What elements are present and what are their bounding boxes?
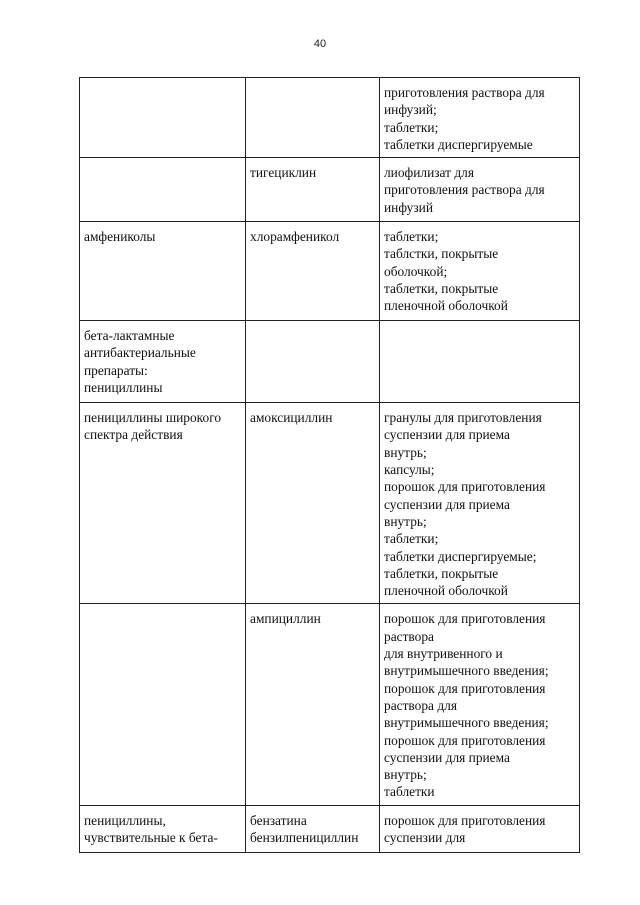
group-cell: пенициллины широкого спектра действия (80, 403, 246, 604)
drug-table (79, 77, 580, 853)
group-cell (80, 158, 246, 222)
table-row (80, 805, 580, 852)
dosage-forms-cell: порошок для приготовления суспензии для (380, 805, 580, 852)
group-cell: амфениколы (80, 222, 246, 321)
drug-cell: хлорамфеникол (246, 222, 380, 321)
table-row (80, 604, 580, 805)
drug-cell: амоксициллин (246, 403, 380, 604)
dosage-forms-cell: гранулы для приготовления суспензии для приема внутрь; капсулы; порошок для приготовления суспензии для приема внутрь; таблетки; таблетки диспергируемые; таблетки, покрытые пленочной оболочкой (380, 403, 580, 604)
table-row (80, 78, 580, 158)
drug-cell (246, 321, 380, 403)
dosage-forms-cell: приготовления раствора для инфузий; таблетки; таблетки диспергируемые (380, 78, 580, 158)
dosage-forms-cell: порошок для приготовления раствора для внутривенного и внутримышечного введения; порошок для приготовления раствора для внутримышечного введения; порошок для приготовления суспензии для приема внутрь; таблетки (380, 604, 580, 805)
drug-cell (246, 78, 380, 158)
table-row (80, 158, 580, 222)
drug-cell: тигециклин (246, 158, 380, 222)
page-number: 40 (313, 38, 327, 50)
dosage-forms-cell (380, 321, 580, 403)
table-row (80, 403, 580, 604)
group-cell: пенициллины, чувствительные к бета- (80, 805, 246, 852)
table-row (80, 222, 580, 321)
group-cell: бета-лактамные антибактериальные препараты: пенициллины (80, 321, 246, 403)
table-row (80, 321, 580, 403)
dosage-forms-cell: лиофилизат для приготовления раствора для инфузий (380, 158, 580, 222)
group-cell (80, 78, 246, 158)
drug-cell: бензатина бензилпенициллин (246, 805, 380, 852)
drug-cell: ампициллин (246, 604, 380, 805)
dosage-forms-cell: таблетки; таблстки, покрытые оболочкой; таблетки, покрытые пленочной оболочкой (380, 222, 580, 321)
group-cell (80, 604, 246, 805)
